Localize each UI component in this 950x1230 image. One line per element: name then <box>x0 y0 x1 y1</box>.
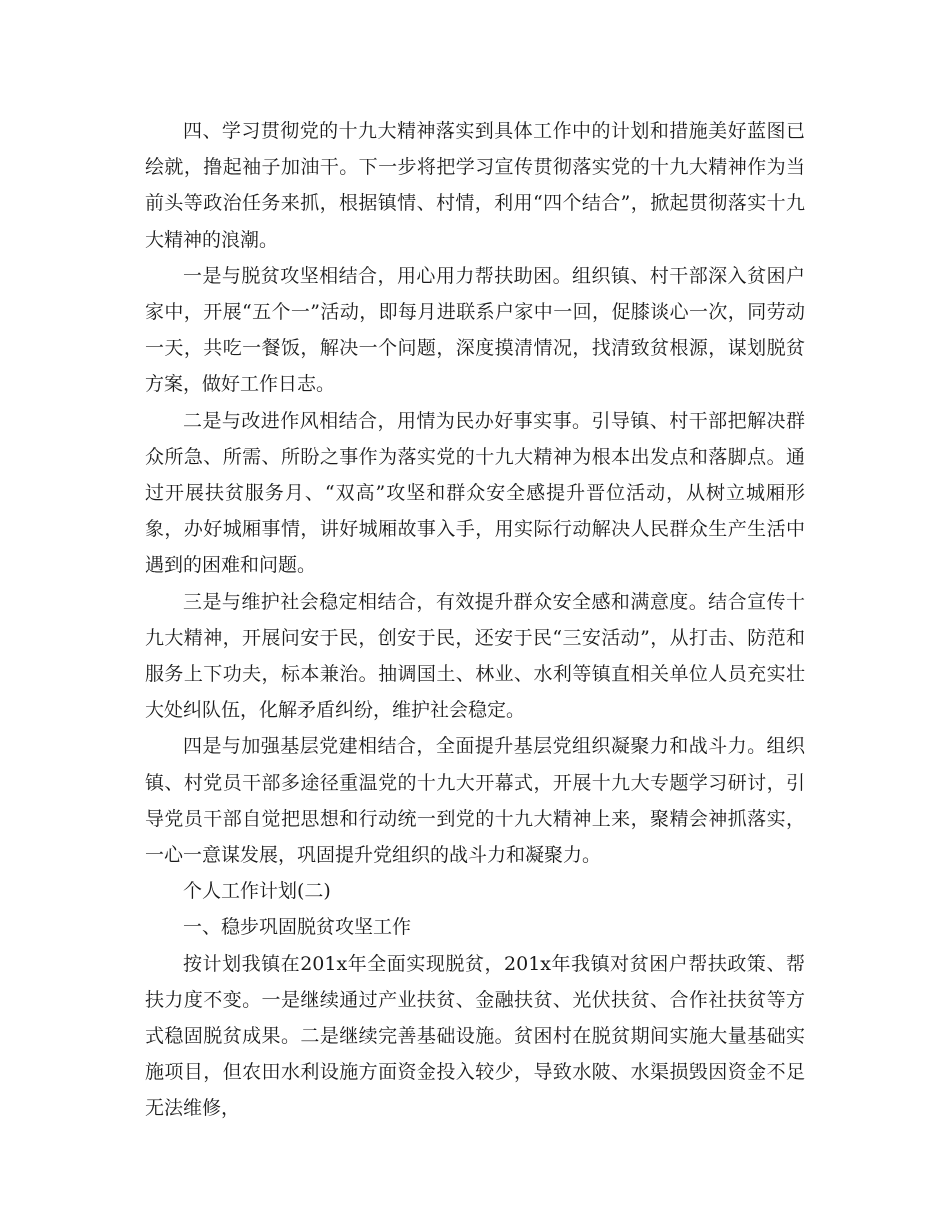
paragraph-point-three: 三是与维护社会稳定相结合，有效提升群众安全感和满意度。结合宣传十九大精神，开展问安于民，创安于民，还安于民“三安活动”，从打击、防范和服务上下功夫，标本兼治。抽调国土、林业、水利等镇直相关单位人员充实壮大处纠队伍，化解矛盾纠纷，维护社会稳定。 <box>145 590 805 722</box>
document-body <box>145 113 805 1127</box>
subheading-poverty-work: 一、稳步巩固脱贫攻坚工作 <box>183 916 412 939</box>
paragraph-section-four: 四、学习贯彻党的十九大精神落实到具体工作中的计划和措施美好蓝图已绘就，撸起袖子加油干。下一步将把学习宣传贯彻落实党的十九大精神作为当前头等政治任务来抓，根据镇情、村情，利用“四个结合”，掀起贯彻落实十九大精神的浪潮。 <box>145 120 805 251</box>
paragraph-point-four: 四是与加强基层党建相结合，全面提升基层党组织凝聚力和战斗力。组织镇、村党员干部多途径重温党的十九大开幕式，开展十九大专题学习研讨，引导党员干部自觉把思想和行动统一到党的十九大精神上来，聚精会神抓落实，一心一意谋发展，巩固提升党组织的战斗力和凝聚力。 <box>145 735 805 867</box>
paragraph-point-one: 一是与脱贫攻坚相结合，用心用力帮扶助困。组织镇、村干部深入贫困户家中，开展“五个一”活动，即每月进联系户家中一回，促膝谈心一次，同劳动一天，共吃一餐饭，解决一个问题，深度摸清情况，找清致贫根源，谋划脱贫方案，做好工作日志。 <box>145 264 805 396</box>
paragraph-plan-details: 按计划我镇在201x年全面实现脱贫，201x年我镇对贫困户帮扶政策、帮扶力度不变。一是继续通过产业扶贫、金融扶贫、光伏扶贫、合作社扶贫等方式稳固脱贫成果。二是继续完善基础设施。贫困村在脱贫期间实施大量基础实施项目，但农田水利设施方面资金投入较少，导致水陂、水渠损毁因资金不足无法维修， <box>145 952 805 1120</box>
paragraph-point-two: 二是与改进作风相结合，用情为民办好事实事。引导镇、村干部把解决群众所急、所需、所盼之事作为落实党的十九大精神为根本出发点和落脚点。通过开展扶贫服务月、“双高”攻坚和群众安全感提升晋位活动，从树立城厢形象，办好城厢事情，讲好城厢故事入手，用实际行动解决人民群众生产生活中遇到的困难和问题。 <box>145 409 805 577</box>
section-heading-plan-two: 个人工作计划(二) <box>183 880 331 903</box>
